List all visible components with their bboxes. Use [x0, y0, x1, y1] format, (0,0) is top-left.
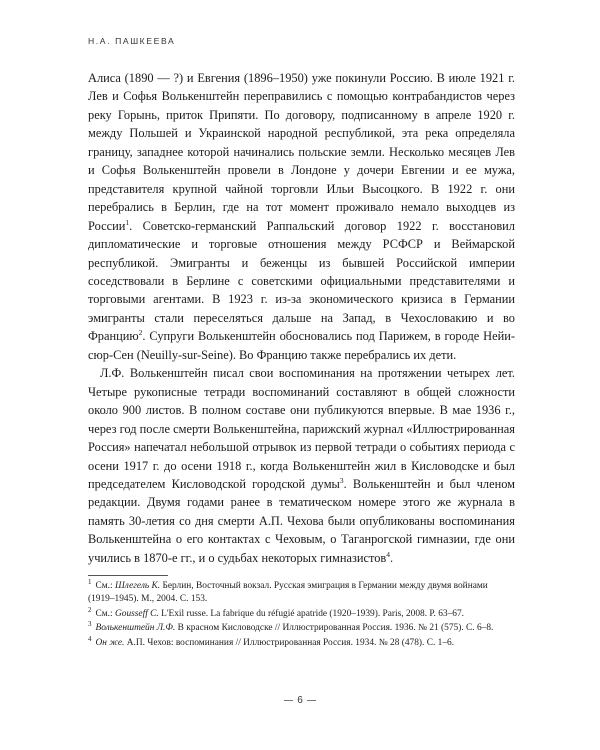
footnote-number: 1: [88, 577, 92, 586]
running-head: Н.А. ПАШКЕЕВА: [88, 36, 176, 46]
paragraph-2-part-c: .: [390, 550, 394, 565]
paragraph-1-part-c: . Супруги Волькенштейн обосновались под Парижем, в городе Нейи-сюр-Сен (Neuilly-sur-Seine). Во Францию также перебрались их дети.: [88, 329, 515, 362]
main-text: [88, 69, 515, 567]
footnote-2: [88, 605, 515, 621]
footnote-author: Волькенштейн Л.Ф.: [95, 623, 176, 634]
footnote-prefix: См.:: [95, 581, 115, 591]
footnote-3: [88, 622, 515, 635]
footnote-4: [88, 634, 515, 650]
page-number: 6: [297, 695, 303, 706]
paragraph-2: [88, 364, 515, 567]
footnote-text: А.П. Чехов: воспоминания // Иллюстрированная Россия. 1934. № 28 (478). С. 1–6.: [124, 637, 455, 648]
paragraph-1-part-b: . Советско-германский Раппальский договор 1922 г. восстановил дипломатические и торговые отношения между РСФСР и Веймарской республикой. Эмигранты и беженцы из бывшей Российской империи соседствовали в Берлине с советскими официальными представителями и торговыми агентами. В 1923 г. из-за экономического кризиса в Германии эмигранты стали переселяться дальше на Запад, в Чехословакию и во Францию: [88, 218, 515, 344]
footnote-text: L'Exil russe. La fabrique du réfugié apatride (1920–1939). Paris, 2008. P. 63–67.: [158, 608, 465, 619]
footnote-ref-3: 3: [339, 475, 344, 485]
footnote-ref-4: 4: [386, 549, 391, 559]
footnote-1: [88, 577, 515, 606]
paragraph-2-part-a: Л.Ф. Волькенштейн писал свои воспоминания на протяжении четырех лет. Четыре рукописные тетради воспоминаний составляют в общей сложности около 900 листов. В полном составе они публикуются впервые. В мае 1936 г., через год после смерти Волькенштейна, парижский журнал «Иллюстрированная Россия» напечатал небольшой отрывок из первой тетради о событиях периода с осени 1917 г. до осени 1918 г., когда Волькенштейн жил в Кисловодске и был председателем Кисловодской городской думы: [88, 366, 515, 491]
paragraph-1-part-a: Алиса (1890 — ?) и Евгения (1896–1950) уже покинули Россию. В июле 1921 г. Лев и Софья Волькенштейн переправились с помощью контрабандистов через реку Горынь, приток Припяти. По договору, подписанному в апреле 1920 г. между Польшей и Украинской народной республикой, эта река определяла границу, западнее которой начинались польские земли. Несколько месяцев Лев и Софья Волькенштейн провели в Лондоне у дочери Евгении и ее мужа, представителя крупной чайной торговли Ильи Высоцкого. В 1922 г. они перебрались в Берлин, где на тот момент проживало немало выходцев из России: [88, 71, 515, 233]
paragraph-2-part-b: . Волькенштейн и был членом редакции. Двумя годами ранее в тематическом номере этого же журнала в память 30-летия со дня смерти А.П. Чехова были опубликованы воспоминания Волькенштейна о его контактах с Чеховым, о Таганрогской гимназии, где они учились в 1870-е гг., и о судьбах некоторых гимназистов: [88, 476, 515, 565]
footnote-author: Он же.: [95, 637, 125, 648]
footnotes: [88, 577, 515, 651]
footnote-number: 4: [88, 634, 92, 643]
footnote-author: Шлегель К.: [114, 581, 161, 591]
folio-dash-right: [307, 700, 316, 701]
paragraph-1: [88, 69, 515, 364]
footnote-number: 3: [88, 620, 92, 629]
footnote-divider: [88, 575, 168, 576]
footnote-author: Gousseff C.: [114, 608, 159, 619]
page-number-footer: [0, 695, 600, 706]
footnote-number: 2: [88, 605, 92, 614]
folio-dash-left: [284, 700, 293, 701]
footnote-prefix: См.:: [95, 608, 115, 619]
footnote-text: Берлин, Восточный вокзал. Русская эмиграция в Германии между двумя войнами (1919–1945). М., 2004. С. 153.: [88, 581, 488, 605]
footnote-text: В красном Кисловодске // Иллюстрированная Россия. 1936. № 21 (575). С. 6–8.: [175, 623, 494, 634]
footnote-ref-1: 1: [125, 217, 130, 227]
footnote-ref-2: 2: [138, 328, 143, 338]
